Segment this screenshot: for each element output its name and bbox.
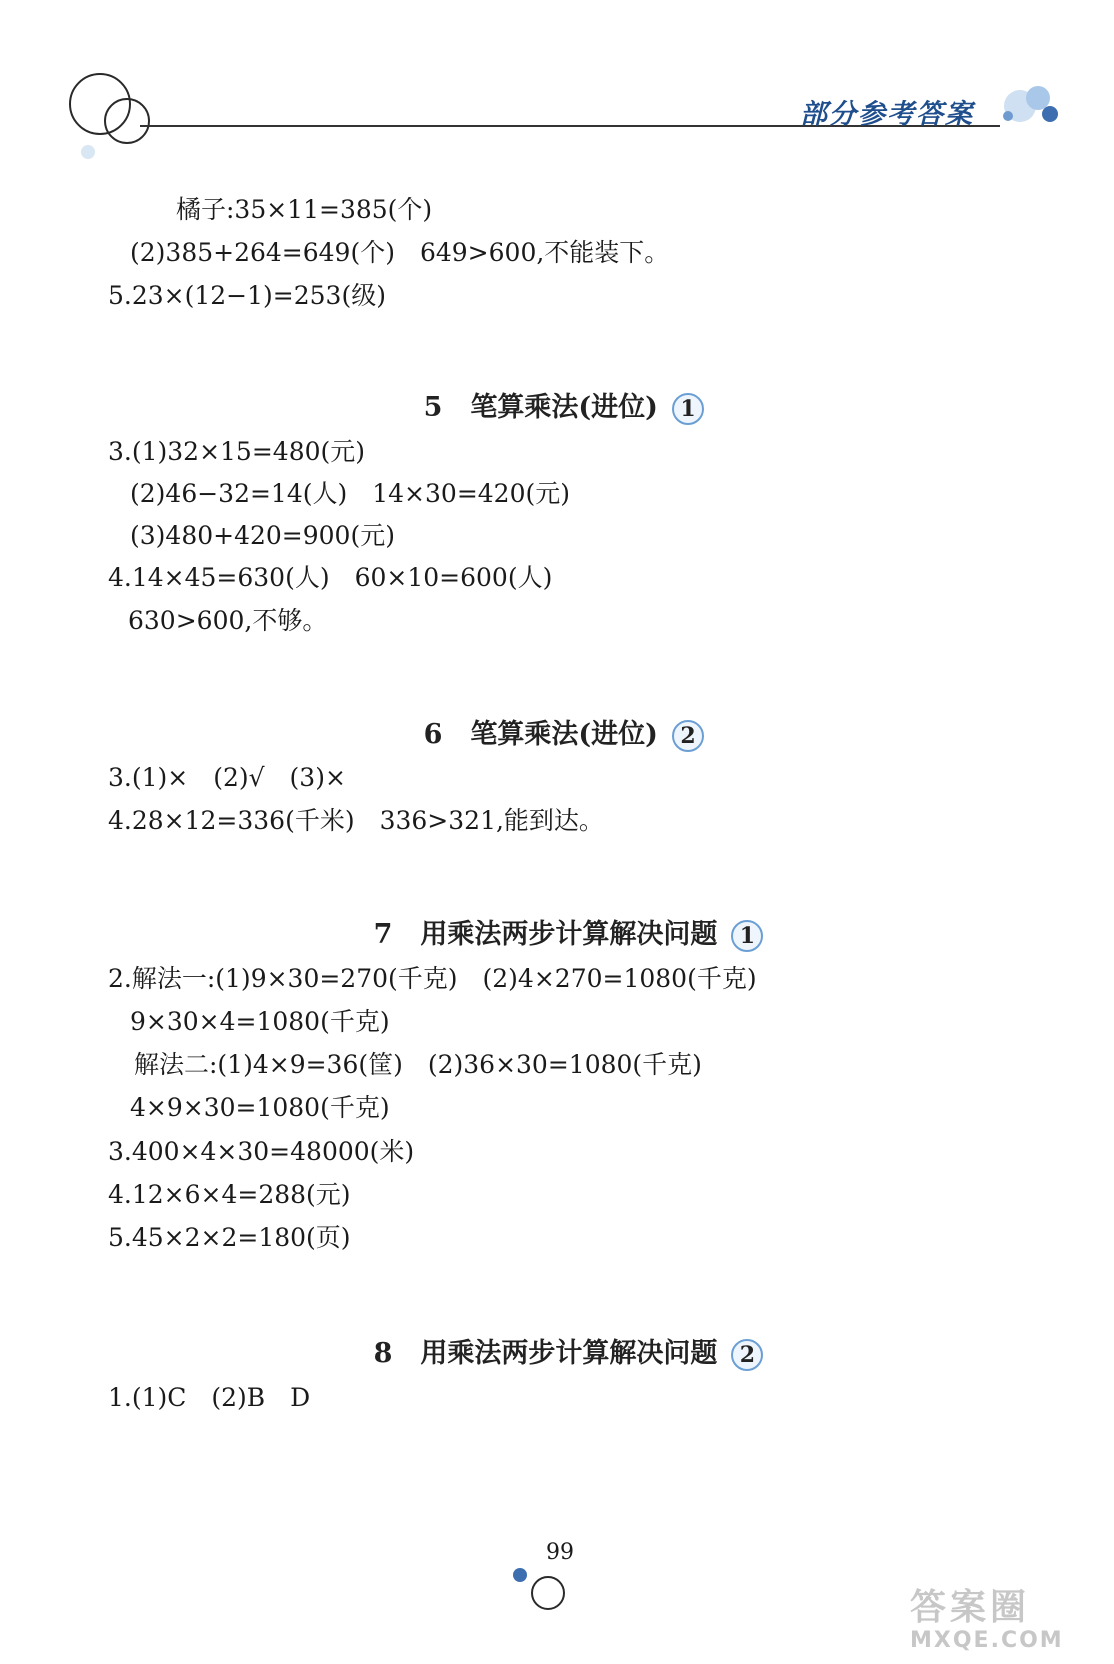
answer-line: 2.解法一:(1)9×30=270(千克) (2)4×270=1080(千克) [108,964,757,993]
watermark-bottom: MXQE.COM [910,1628,1064,1653]
answer-line: 橘子:35×11=385(个) [176,195,433,224]
section-number: 5 [423,392,443,423]
page-number: 99 [546,1540,574,1565]
section-badge: 2 [731,1339,763,1371]
section-title: 笔算乘法(进位) [470,392,658,423]
answer-line: 5.45×2×2=180(页) [108,1223,351,1252]
header-circles-decoration [62,66,172,176]
answer-line: (2)385+264=649(个) 649>600,不能装下。 [130,238,670,267]
answer-line: 4.12×6×4=288(元) [108,1180,351,1209]
section-heading-6 [386,681,704,783]
answer-line: 解法二:(1)4×9=36(筐) (2)36×30=1080(千克) [134,1050,702,1079]
answer-line: 4×9×30=1080(千克) [130,1093,390,1122]
answer-line: 5.23×(12−1)=253(级) [108,281,386,310]
watermark-logo [910,1588,1110,1660]
answer-line: (2)46−32=14(人) 14×30=420(元) [130,479,570,508]
section-number: 7 [373,919,393,950]
section-heading-5 [386,354,704,456]
watermark-top: 答案圈 [910,1587,1031,1628]
answer-line: 630>600,不够。 [128,606,328,635]
answer-line: 3.400×4×30=48000(米) [108,1137,415,1166]
answer-line: 9×30×4=1080(千克) [130,1007,390,1036]
header-title: 部分参考答案 [800,99,974,130]
answer-line: 4.14×45=630(人) 60×10=600(人) [108,563,553,592]
answer-line: 4.28×12=336(千米) 336>321,能到达。 [108,806,604,835]
section-title: 用乘法两步计算解决问题 [420,919,718,950]
answer-line: 3.(1)× (2)√ (3)× [108,763,346,792]
answer-line: 3.(1)32×15=480(元) [108,437,366,466]
section-number: 6 [423,719,443,750]
section-number: 8 [373,1338,393,1369]
section-title: 用乘法两步计算解决问题 [420,1338,718,1369]
section-badge: 2 [672,720,704,752]
section-badge: 1 [672,393,704,425]
answer-line: 1.(1)C (2)B D [108,1383,311,1412]
section-title: 笔算乘法(进位) [470,719,658,750]
section-badge: 1 [731,920,763,952]
header-ornament-icon [990,76,1070,128]
answer-line: (3)480+420=900(元) [130,521,395,550]
footer-circles-decoration [510,1555,580,1615]
section-heading-8 [336,1300,763,1402]
